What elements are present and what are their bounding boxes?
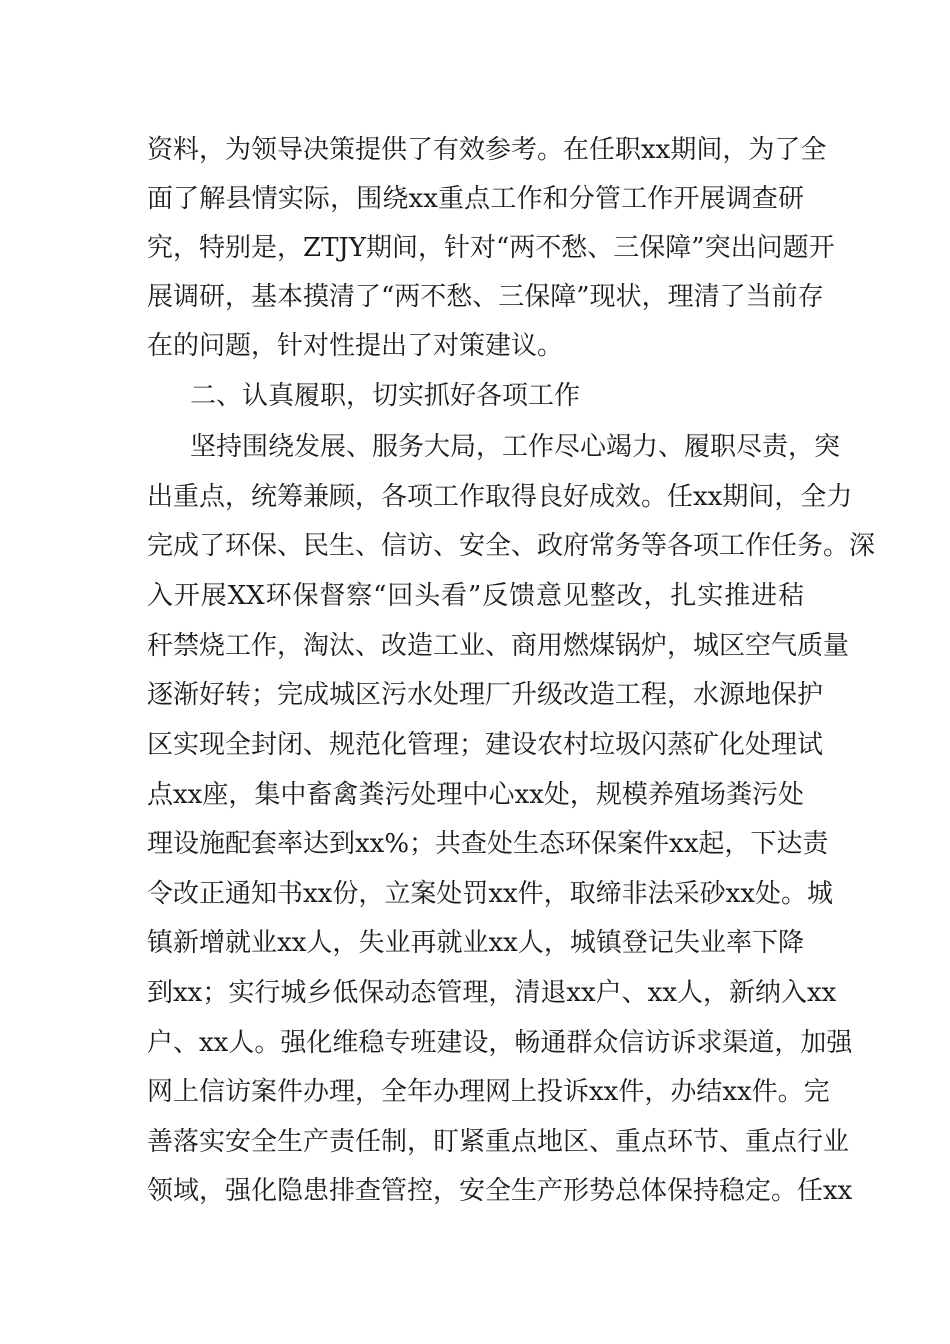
line-text: 完成了环保、民生、信访、安全、政府常务等各项工作任务。深 <box>147 531 876 561</box>
line-text: 令改正通知书xx份，立案处罚xx件，取缔非法采砂xx处。城 <box>147 879 833 909</box>
line-text: 户、xx人。强化维稳专班建设，畅通群众信访诉求渠道，加强 <box>147 1028 853 1058</box>
line-text: 逐渐好转；完成城区污水处理厂升级改造工程，水源地保护 <box>147 680 824 710</box>
text-line <box>0 721 950 770</box>
text-line <box>0 322 950 371</box>
text-line <box>0 671 950 720</box>
text-line <box>0 175 950 224</box>
text-line <box>0 1068 950 1117</box>
text-line <box>0 1118 950 1167</box>
line-text: 领域，强化隐患排查管控，安全生产形势总体保持稳定。任xx <box>147 1176 853 1206</box>
section-heading <box>0 372 950 421</box>
text-line <box>0 870 950 919</box>
line-text: 入开展XX环保督察“回头看”反馈意见整改，扎实推进秸 <box>147 581 804 611</box>
line-text: 资料，为领导决策提供了有效参考。在任职xx期间，为了全 <box>147 135 827 165</box>
text-line <box>0 423 950 472</box>
line-text: 镇新增就业xx人，失业再就业xx人，城镇登记失业率下降 <box>147 928 804 958</box>
text-line <box>0 473 950 522</box>
text-line <box>0 820 950 869</box>
line-text: 网上信访案件办理，全年办理网上投诉xx件，办结xx件。完 <box>147 1077 830 1107</box>
line-text: 区实现全封闭、规范化管理；建设农村垃圾闪蒸矿化处理试 <box>147 730 824 760</box>
text-line <box>0 224 950 273</box>
text-line <box>0 622 950 671</box>
line-text: 到xx；实行城乡低保动态管理，清退xx户、xx人，新纳入xx <box>147 978 837 1008</box>
text-line <box>0 969 950 1018</box>
text-line <box>0 771 950 820</box>
line-text: 善落实安全生产责任制，盯紧重点地区、重点环节、重点行业 <box>147 1127 850 1157</box>
line-text: 出重点，统筹兼顾，各项工作取得良好成效。任xx期间，全力 <box>147 482 853 512</box>
line-text: 面了解县情实际，围绕xx重点工作和分管工作开展调查研 <box>147 184 804 214</box>
text-line <box>0 1167 950 1216</box>
line-text: 究，特别是，ZTJY期间，针对“两不愁、三保障”突出问题开 <box>147 233 835 263</box>
line-text: 秆禁烧工作，淘汰、改造工业、商用燃煤锅炉，城区空气质量 <box>147 631 850 661</box>
line-text: 点xx座，集中畜禽粪污处理中心xx处，规模养殖场粪污处 <box>147 780 804 810</box>
line-text: 坚持围绕发展、服务大局，工作尽心竭力、履职尽责，突 <box>190 432 841 462</box>
text-line <box>0 522 950 571</box>
text-line <box>0 919 950 968</box>
text-line <box>0 273 950 322</box>
line-text: 理设施配套率达到xx%；共查处生态环保案件xx起，下达责 <box>147 829 829 859</box>
line-text: 展调研，基本摸清了“两不愁、三保障”现状，理清了当前存 <box>147 282 824 312</box>
line-text: 在的问题，针对性提出了对策建议。 <box>147 331 564 361</box>
text-line <box>0 126 950 175</box>
section-heading-text: 二、认真履职，切实抓好各项工作 <box>190 381 581 411</box>
text-line <box>0 572 950 621</box>
text-line <box>0 1019 950 1068</box>
